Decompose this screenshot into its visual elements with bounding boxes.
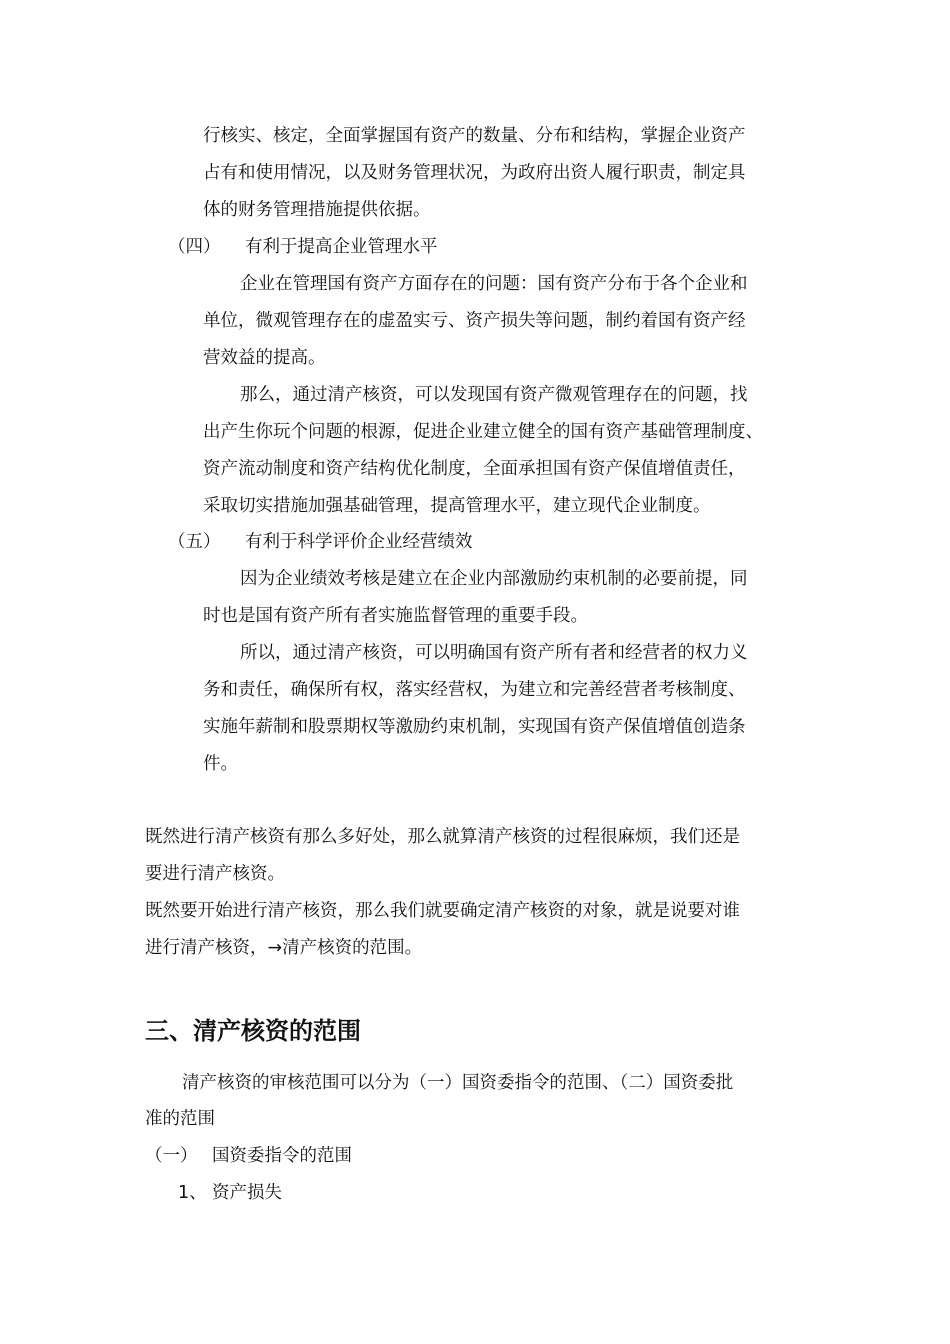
paragraph-line: 行核实、核定，全面掌握国有资产的数量、分布和结构，掌握企业资产 — [203, 126, 746, 146]
subheading-5-number: （五） — [168, 532, 221, 552]
list-item-title: 资产损失 — [212, 1183, 282, 1203]
paragraph-line: 所以，通过清产核资，可以明确国有资产所有者和经营者的权力义 — [240, 643, 748, 663]
paragraph-line: 进行清产核资，→清产核资的范围。 — [145, 938, 423, 958]
paragraph-line: 时也是国有资产所有者实施监督管理的重要手段。 — [203, 606, 588, 626]
paragraph-line: 因为企业绩效考核是建立在企业内部激励约束机制的必要前提，同 — [240, 569, 748, 589]
subheading-4-title: 有利于提高企业管理水平 — [245, 237, 438, 257]
paragraph-line: 企业在管理国有资产方面存在的问题：国有资产分布于各个企业和 — [240, 274, 748, 294]
paragraph-line: 既然进行清产核资有那么多好处，那么就算清产核资的过程很麻烦，我们还是 — [145, 827, 740, 847]
paragraph-line: 准的范围 — [145, 1109, 215, 1129]
list-item-number: 1、 — [178, 1183, 207, 1203]
paragraph-line: 出产生你玩个问题的根源，促进企业建立健全的国有资产基础管理制度、 — [203, 422, 763, 442]
paragraph-line: 单位，微观管理存在的虚盈实亏、资产损失等问题，制约着国有资产经 — [203, 311, 746, 331]
paragraph-line: 既然要开始进行清产核资，那么我们就要确定清产核资的对象，就是说要对谁 — [145, 901, 740, 921]
paragraph-line: 件。 — [203, 754, 238, 774]
paragraph-line: 占有和使用情况，以及财务管理状况，为政府出资人履行职责，制定具 — [203, 163, 746, 183]
paragraph-line: 采取切实措施加强基础管理，提高管理水平，建立现代企业制度。 — [203, 496, 711, 516]
paragraph-line: 实施年薪制和股票期权等激励约束机制，实现国有资产保值增值创造条 — [203, 717, 746, 737]
paragraph-line: 营效益的提高。 — [203, 348, 326, 368]
paragraph-line: 清产核资的审核范围可以分为（一）国资委指令的范围、（二）国资委批 — [182, 1073, 734, 1093]
subheading-1-title: 国资委指令的范围 — [212, 1146, 352, 1166]
paragraph-line: 务和责任，确保所有权，落实经营权，为建立和完善经营者考核制度、 — [203, 680, 746, 700]
paragraph-line: 要进行清产核资。 — [145, 864, 285, 884]
subheading-5-title: 有利于科学评价企业经营绩效 — [245, 532, 473, 552]
paragraph-line: 资产流动制度和资产结构优化制度，全面承担国有资产保值增值责任， — [203, 459, 746, 479]
section-3-heading: 三、清产核资的范围 — [145, 1017, 361, 1045]
paragraph-line: 那么，通过清产核资，可以发现国有资产微观管理存在的问题，找 — [240, 385, 748, 405]
subheading-1-number: （一） — [145, 1146, 198, 1166]
paragraph-line: 体的财务管理措施提供依据。 — [203, 200, 431, 220]
subheading-4-number: （四） — [168, 237, 221, 257]
